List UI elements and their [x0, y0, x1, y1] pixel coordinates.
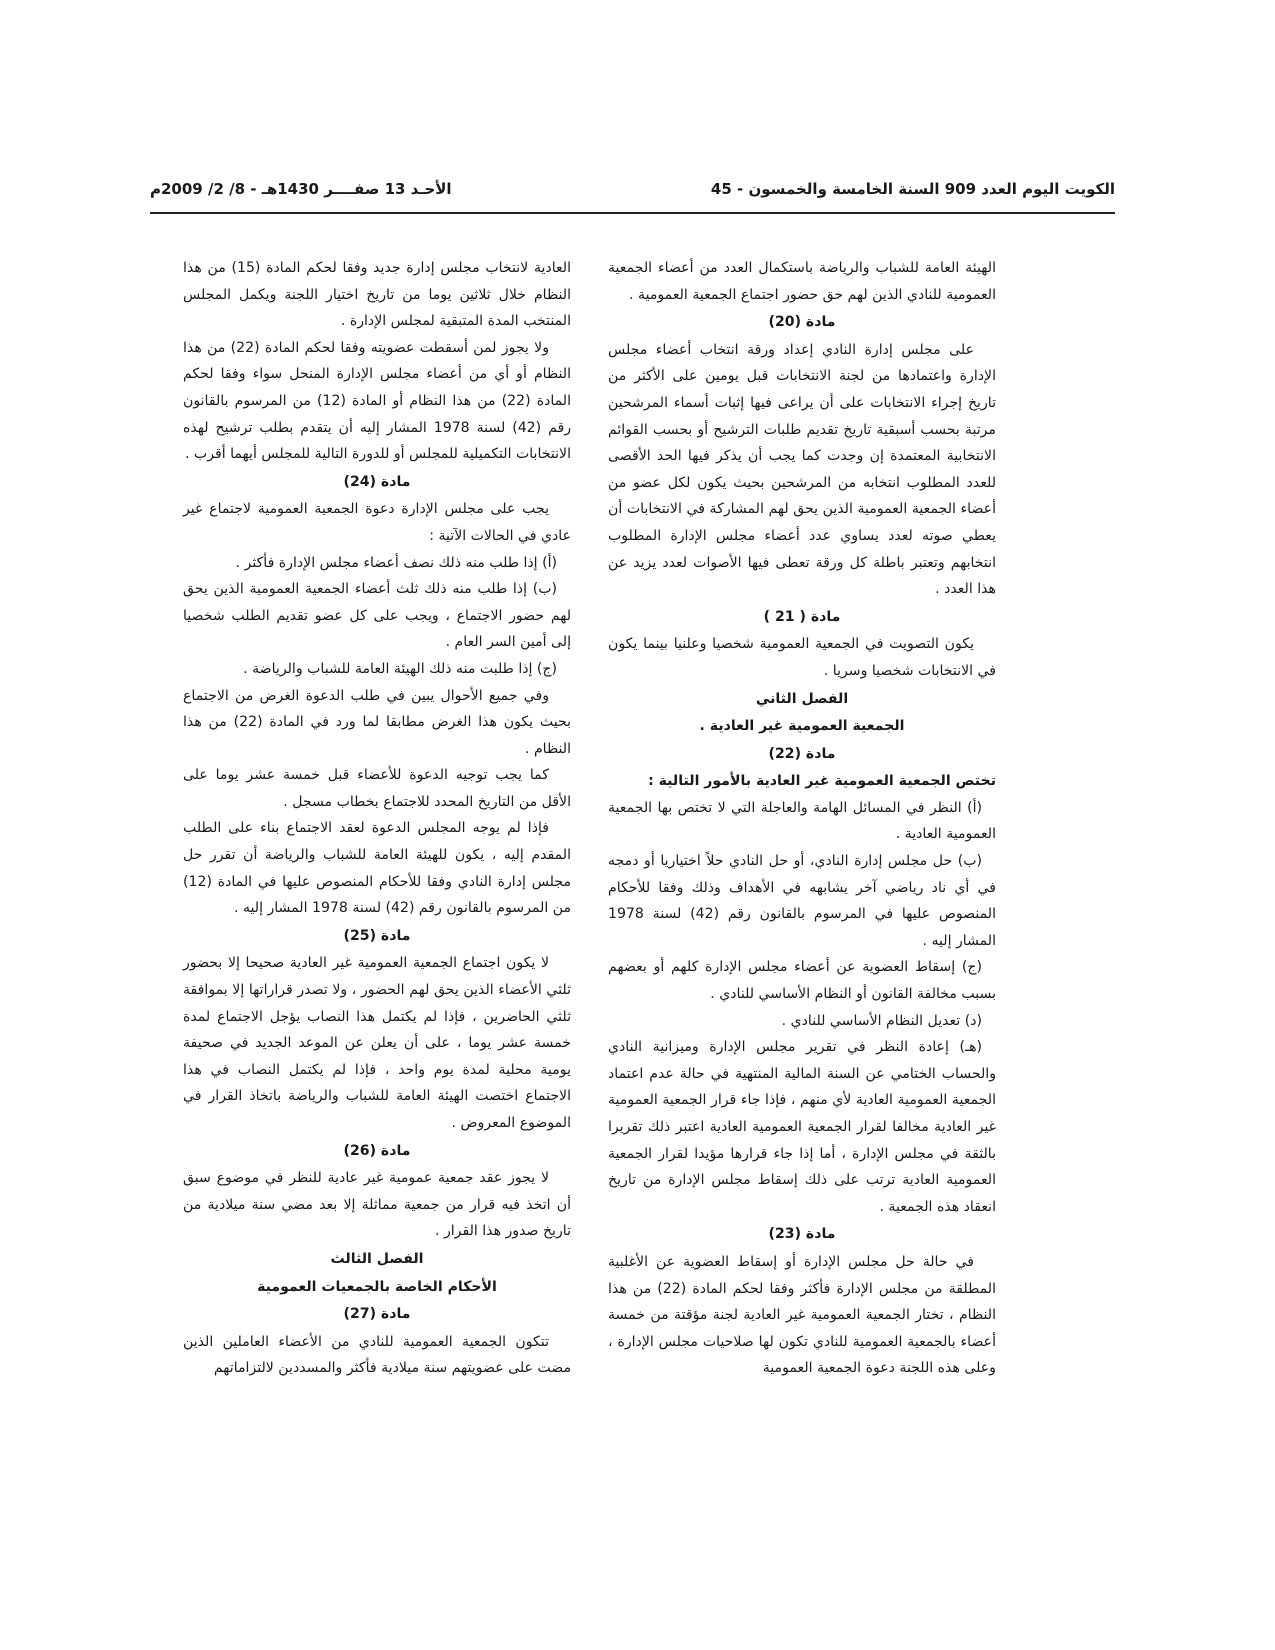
- list-item: (أ) إذا طلب منه ذلك نصف أعضاء مجلس الإدارة فأكثر .: [235, 554, 557, 571]
- list-item: (هـ) إعادة النظر في تقرير مجلس الإدارة وميزانية النادي والحساب الختامي عن السنة المالية المنتهية في حالة عدم اعتماد الجمعية العمومية العادية لأي منهم ، فإذا جاء قرار الجمعية العمومية غير العادية مخالفا لقرار الجمعية العمومية العادية اعتبر ذلك تقريرا بالثقة في مجلس الإدارة ، أما إذا جاء قرارها مؤيدا لقرار الجمعية العمومية العادية ترتب على ذلك إسقاط مجلس الإدارة من تاريخ انعقاد هذه الجمعية .: [608, 1039, 996, 1215]
- paragraph: كما يجب توجيه الدعوة للأعضاء قبل خمسة عشر يوما على الأقل من التاريخ المحدد للاجتماع بخطاب مسجل .: [183, 767, 571, 810]
- paragraph: لا يجوز عقد جمعية عمومية غير عادية للنظر في موضوع سبق أن اتخذ فيه قرار من جمعية مماثلة إلا بعد مضي سنة ميلادية من تاريخ صدور هذا القرار .: [183, 1170, 571, 1240]
- section-heading: مادة (23): [768, 1226, 836, 1243]
- paragraph: فإذا لم يوجه المجلس الدعوة لعقد الاجتماع بناء على الطلب المقدم إليه ، يكون للهيئة العامة للشباب والرياضة أن تقرر حل مجلس إدارة النادي وفقا للأحكام المنصوص عليها في المادة (12) من المرسوم بالقانون رقم (42) لسنة 1978 المشار إليه .: [183, 820, 571, 917]
- paragraph: يكون التصويت في الجمعية العمومية شخصيا وعلنيا بينما يكون في الانتخابات شخصيا وسريا .: [608, 636, 996, 679]
- section-heading: مادة (26): [343, 1142, 411, 1159]
- paragraph: العادية لانتخاب مجلس إدارة جديد وفقا لحكم المادة (15) من هذا النظام خلال ثلاثين يوما من تاريخ اختيار اللجنة ويكمل المجلس المنتخب المدة المتبقية لمجلس الإدارة .: [183, 260, 571, 330]
- paragraph: على مجلس إدارة النادي إعداد ورقة انتخاب أعضاء مجلس الإدارة واعتمادها من لجنة الانتخابات قبل يومين على الأكثر من تاريخ إجراء الانتخابات على أن يراعى فيها إثبات أسماء المرشحين مرتبة بحسب أسبقية تاريخ تقديم طلبات الترشيح أو بحسب القوائم الانتخابية المعتمدة إن وجدت كما يجب أن يذكر فيها الحد الأقصى للعدد المطلوب انتخابه من المرشحين بحيث يكون لكل عضو من أعضاء الجمعية العمومية الذين يحق لهم المشاركة في الانتخابات أن يعطي صوته لعدد يساوي عدد أعضاء مجلس الإدارة المطلوب انتخابهم وتعتبر باطلة كل ورقة تعطى فيها الأصوات لعدد يزيد عن هذا العدد .: [608, 341, 996, 598]
- section-heading: الجمعية العمومية غير العادية .: [699, 718, 905, 735]
- list-item: (ب) إذا طلب منه ذلك ثلث أعضاء الجمعية العمومية الذين يحق لهم حضور الاجتماع ، ويجب على كل عضو تقديم الطلب شخصيا إلى أمين السر العام .: [183, 581, 571, 651]
- section-heading: مادة (25): [343, 927, 411, 944]
- section-heading: مادة (22): [768, 745, 836, 762]
- section-heading: مادة (27): [343, 1306, 411, 1323]
- right-text-column: [608, 255, 996, 1382]
- bold-paragraph: تختص الجمعية العمومية غير العادية بالأمور التالية :: [648, 773, 996, 790]
- header-divider: [150, 212, 1115, 214]
- paragraph: الهيئة العامة للشباب والرياضة باستكمال العدد من أعضاء الجمعية العمومية للنادي الذين لهم حق حضور اجتماع الجمعية العمومية .: [608, 260, 996, 303]
- list-item: (ج) إسقاط العضوية عن أعضاء مجلس الإدارة كلهم أو بعضهم بسبب مخالفة القانون أو النظام الأساسي للنادي .: [608, 959, 996, 1003]
- section-heading: الأحكام الخاصة بالجمعيات العمومية: [257, 1278, 497, 1295]
- section-heading: الفصل الثالث: [330, 1250, 424, 1267]
- section-heading: مادة (20): [768, 314, 836, 331]
- paragraph: يجب على مجلس الإدارة دعوة الجمعية العمومية لاجتماع غير عادي في الحالات الآتية :: [183, 501, 571, 544]
- left-text-column: [183, 255, 571, 1382]
- list-item: (ب) حل مجلس إدارة النادي، أو حل النادي حلاً اختياريا أو دمجه في أي ناد رياضي آخر يشابهه في الأهداف وذلك وفقا للأحكام المنصوص عليها في المرسوم بالقانون رقم (42) لسنة 1978 المشار إليه .: [608, 853, 996, 949]
- paragraph: لا يكون اجتماع الجمعية العمومية غير العادية صحيحا إلا بحضور ثلثي الأعضاء الذين يحق لهم الحضور ، ولا تصدر قراراتها إلا بموافقة ثلثي الحاضرين ، فإذا لم يكتمل هذا النصاب يؤجل الاجتماع لمدة خمسة عشر يوما ، على أن يعلن عن الموعد الجديد في صحيفة يومية محلية لمدة يوم واحد ، فإذا لم يكتمل النصاب في هذا الاجتماع اختصت الهيئة العامة للشباب والرياضة باتخاذ القرار في الموضوع المعروض .: [183, 955, 571, 1131]
- section-heading: مادة (24): [343, 473, 411, 490]
- page-header: [150, 180, 1115, 198]
- list-item: (د) تعديل النظام الأساسي للنادي .: [781, 1012, 982, 1029]
- paragraph: وفي جميع الأحوال يبين في طلب الدعوة الغرض من الاجتماع بحيث يكون هذا الغرض مطابقا لما ورد في المادة (22) من هذا النظام .: [183, 687, 572, 757]
- section-heading: الفصل الثاني: [755, 690, 849, 707]
- list-item: (ج) إذا طلبت منه ذلك الهيئة العامة للشباب والرياضة .: [243, 660, 557, 677]
- header-date: الأحـد 13 صفــــر 1430هـ - 8/ 2/ 2009م: [150, 180, 452, 198]
- paragraph: ولا يجوز لمن أسقطت عضويته وفقا لحكم المادة (22) من هذا النظام أو أي من أعضاء مجلس الإدارة المنحل سواء وفقا لحكم المادة (22) من هذا النظام أو المادة (12) من المرسوم بالقانون رقم (42) لسنة 1978 المشار إليه أن يتقدم بطلب ترشيح لهذه الانتخابات التكميلية للمجلس أو للدورة التالية للمجلس أيهما أقرب .: [183, 339, 572, 463]
- list-item: (أ) النظر في المسائل الهامة والعاجلة التي لا تختص بها الجمعية العمومية العادية .: [608, 799, 996, 843]
- paragraph: تتكون الجمعية العمومية للنادي من الأعضاء العاملين الذين مضت على عضويتهم سنة ميلادية فأكثر والمسددين لالتزاماتهم: [183, 1333, 571, 1377]
- paragraph: في حالة حل مجلس الإدارة أو إسقاط العضوية عن الأغلبية المطلقة من مجلس الإدارة فأكثر وفقا لحكم المادة (22) من هذا النظام ، تختار الجمعية العمومية غير العادية لجنة مؤقتة من خمسة أعضاء بالجمعية العمومية للنادي تكون لها صلاحيات مجلس الإدارة ، وعلى هذه اللجنة دعوة الجمعية العمومية: [608, 1253, 997, 1377]
- section-heading: مادة ( 21 ): [763, 608, 841, 625]
- header-issue-info: الكويت اليوم العدد 909 السنة الخامسة والخمسون - 45: [710, 180, 1115, 198]
